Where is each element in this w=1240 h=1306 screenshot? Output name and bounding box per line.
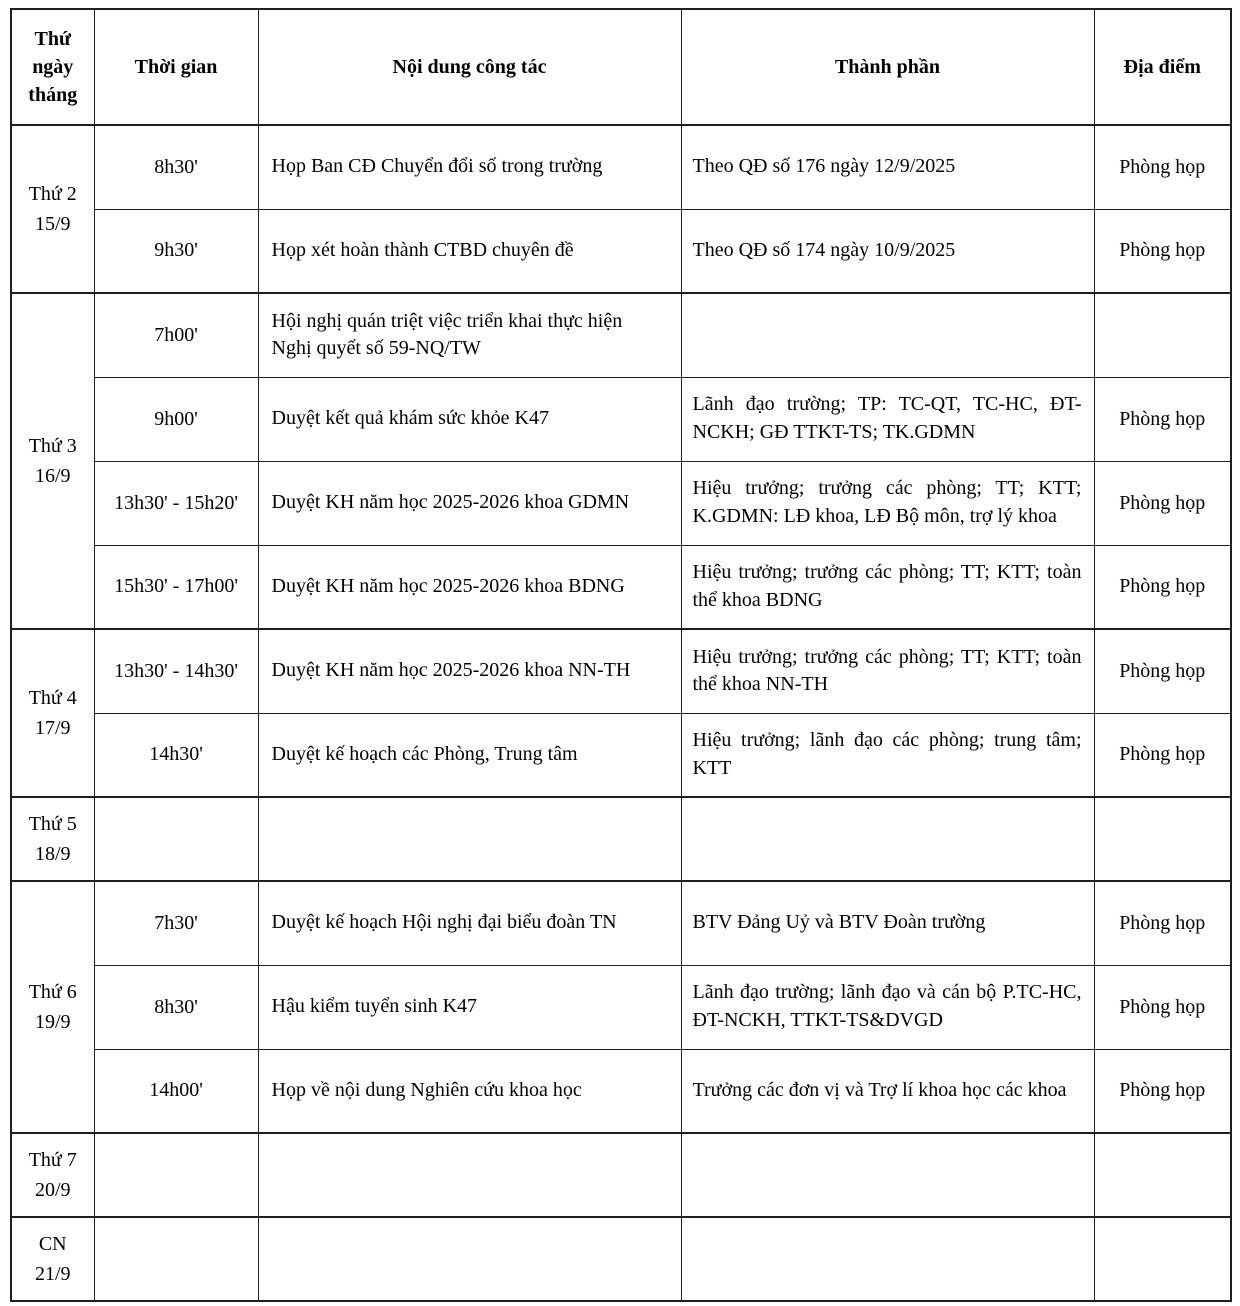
time-cell: 15h30' - 17h00' (94, 545, 258, 629)
location-cell: Phòng họp (1094, 965, 1231, 1049)
date-label: 21/9 (34, 1263, 71, 1285)
content-cell: Duyệt KH năm học 2025-2026 khoa NN-TH (258, 629, 681, 713)
table-row (11, 1217, 1231, 1301)
location-cell (1094, 293, 1231, 377)
location-cell: Phòng họp (1094, 461, 1231, 545)
date-label: 17/9 (34, 717, 71, 739)
content-cell: Duyệt KH năm học 2025-2026 khoa GDMN (258, 461, 681, 545)
participants-cell: Lãnh đạo trường; lãnh đạo và cán bộ P.TC-HC, ĐT-NCKH, TTKT-TS&DVGD (681, 965, 1094, 1049)
participants-cell: Hiệu trưởng; trưởng các phòng; TT; KTT; toàn thể khoa BDNG (681, 545, 1094, 629)
date-label: 20/9 (34, 1179, 71, 1201)
day-label: Thứ 6 (28, 981, 77, 1003)
participants-cell: BTV Đảng Uỷ và BTV Đoàn trường (681, 881, 1094, 965)
day-label: Thứ 3 (28, 435, 77, 457)
content-cell: Hội nghị quán triệt việc triển khai thực hiện Nghị quyết số 59-NQ/TW (258, 293, 681, 377)
participants-cell (681, 797, 1094, 881)
day-label: Thứ 2 (28, 183, 77, 205)
date-label: 19/9 (34, 1011, 71, 1033)
day-label: Thứ 7 (28, 1149, 77, 1171)
schedule-table-body (11, 125, 1231, 1301)
location-cell (1094, 1217, 1231, 1301)
participants-cell: Trưởng các đơn vị và Trợ lí khoa học các khoa (681, 1049, 1094, 1133)
day-cell (11, 125, 94, 293)
time-cell (94, 1133, 258, 1217)
time-cell: 14h00' (94, 1049, 258, 1133)
participants-cell: Hiệu trưởng; trưởng các phòng; TT; KTT; toàn thể khoa NN-TH (681, 629, 1094, 713)
day-cell (11, 1133, 94, 1217)
content-cell: Duyệt KH năm học 2025-2026 khoa BDNG (258, 545, 681, 629)
content-cell: Họp Ban CĐ Chuyển đổi số trong trường (258, 125, 681, 209)
table-row (11, 545, 1231, 629)
col-header-time: Thời gian (94, 9, 258, 125)
time-cell: 13h30' - 14h30' (94, 629, 258, 713)
col-header-participants: Thành phần (681, 9, 1094, 125)
col-header-day: Thứ ngày tháng (11, 9, 94, 125)
col-header-location: Địa điểm (1094, 9, 1231, 125)
location-cell (1094, 1133, 1231, 1217)
location-cell: Phòng họp (1094, 881, 1231, 965)
schedule-table (10, 8, 1232, 1302)
table-row (11, 1133, 1231, 1217)
content-cell: Hậu kiểm tuyển sinh K47 (258, 965, 681, 1049)
time-cell: 7h30' (94, 881, 258, 965)
participants-cell: Hiệu trưởng; trưởng các phòng; TT; KTT; K.GDMN: LĐ khoa, LĐ Bộ môn, trợ lý khoa (681, 461, 1094, 545)
location-cell: Phòng họp (1094, 377, 1231, 461)
table-row (11, 797, 1231, 881)
table-row (11, 293, 1231, 377)
time-cell: 14h30' (94, 713, 258, 797)
day-label: Thứ 4 (28, 687, 77, 709)
time-cell (94, 797, 258, 881)
table-row (11, 377, 1231, 461)
content-cell (258, 1217, 681, 1301)
table-row (11, 965, 1231, 1049)
day-cell (11, 1217, 94, 1301)
content-cell: Duyệt kế hoạch các Phòng, Trung tâm (258, 713, 681, 797)
content-cell: Duyệt kế hoạch Hội nghị đại biểu đoàn TN (258, 881, 681, 965)
location-cell: Phòng họp (1094, 545, 1231, 629)
table-row (11, 629, 1231, 713)
content-cell (258, 797, 681, 881)
time-cell: 7h00' (94, 293, 258, 377)
table-row (11, 125, 1231, 209)
content-cell: Duyệt kết quả khám sức khỏe K47 (258, 377, 681, 461)
header-row (11, 9, 1231, 125)
day-cell (11, 881, 94, 1133)
location-cell: Phòng họp (1094, 629, 1231, 713)
day-label: Thứ 5 (28, 813, 77, 835)
content-cell: Họp về nội dung Nghiên cứu khoa học (258, 1049, 681, 1133)
day-cell (11, 797, 94, 881)
participants-cell (681, 293, 1094, 377)
time-cell: 13h30' - 15h20' (94, 461, 258, 545)
time-cell (94, 1217, 258, 1301)
date-label: 15/9 (34, 213, 71, 235)
date-label: 18/9 (34, 843, 71, 865)
participants-cell (681, 1133, 1094, 1217)
table-row (11, 1049, 1231, 1133)
participants-cell: Lãnh đạo trường; TP: TC-QT, TC-HC, ĐT-NCKH; GĐ TTKT-TS; TK.GDMN (681, 377, 1094, 461)
content-cell (258, 1133, 681, 1217)
col-header-content: Nội dung công tác (258, 9, 681, 125)
time-cell: 9h30' (94, 209, 258, 293)
location-cell: Phòng họp (1094, 209, 1231, 293)
participants-cell: Theo QĐ số 176 ngày 12/9/2025 (681, 125, 1094, 209)
participants-cell: Theo QĐ số 174 ngày 10/9/2025 (681, 209, 1094, 293)
table-row (11, 209, 1231, 293)
location-cell: Phòng họp (1094, 713, 1231, 797)
time-cell: 8h30' (94, 125, 258, 209)
table-row (11, 713, 1231, 797)
content-cell: Họp xét hoàn thành CTBD chuyên đề (258, 209, 681, 293)
date-label: 16/9 (34, 465, 71, 487)
day-label: CN (38, 1233, 67, 1255)
time-cell: 8h30' (94, 965, 258, 1049)
participants-cell (681, 1217, 1094, 1301)
time-cell: 9h00' (94, 377, 258, 461)
day-cell (11, 293, 94, 629)
location-cell: Phòng họp (1094, 125, 1231, 209)
participants-cell: Hiệu trưởng; lãnh đạo các phòng; trung tâm; KTT (681, 713, 1094, 797)
day-cell (11, 629, 94, 797)
schedule-table-wrap (10, 8, 1232, 1302)
table-row (11, 881, 1231, 965)
location-cell: Phòng họp (1094, 1049, 1231, 1133)
location-cell (1094, 797, 1231, 881)
table-row (11, 461, 1231, 545)
